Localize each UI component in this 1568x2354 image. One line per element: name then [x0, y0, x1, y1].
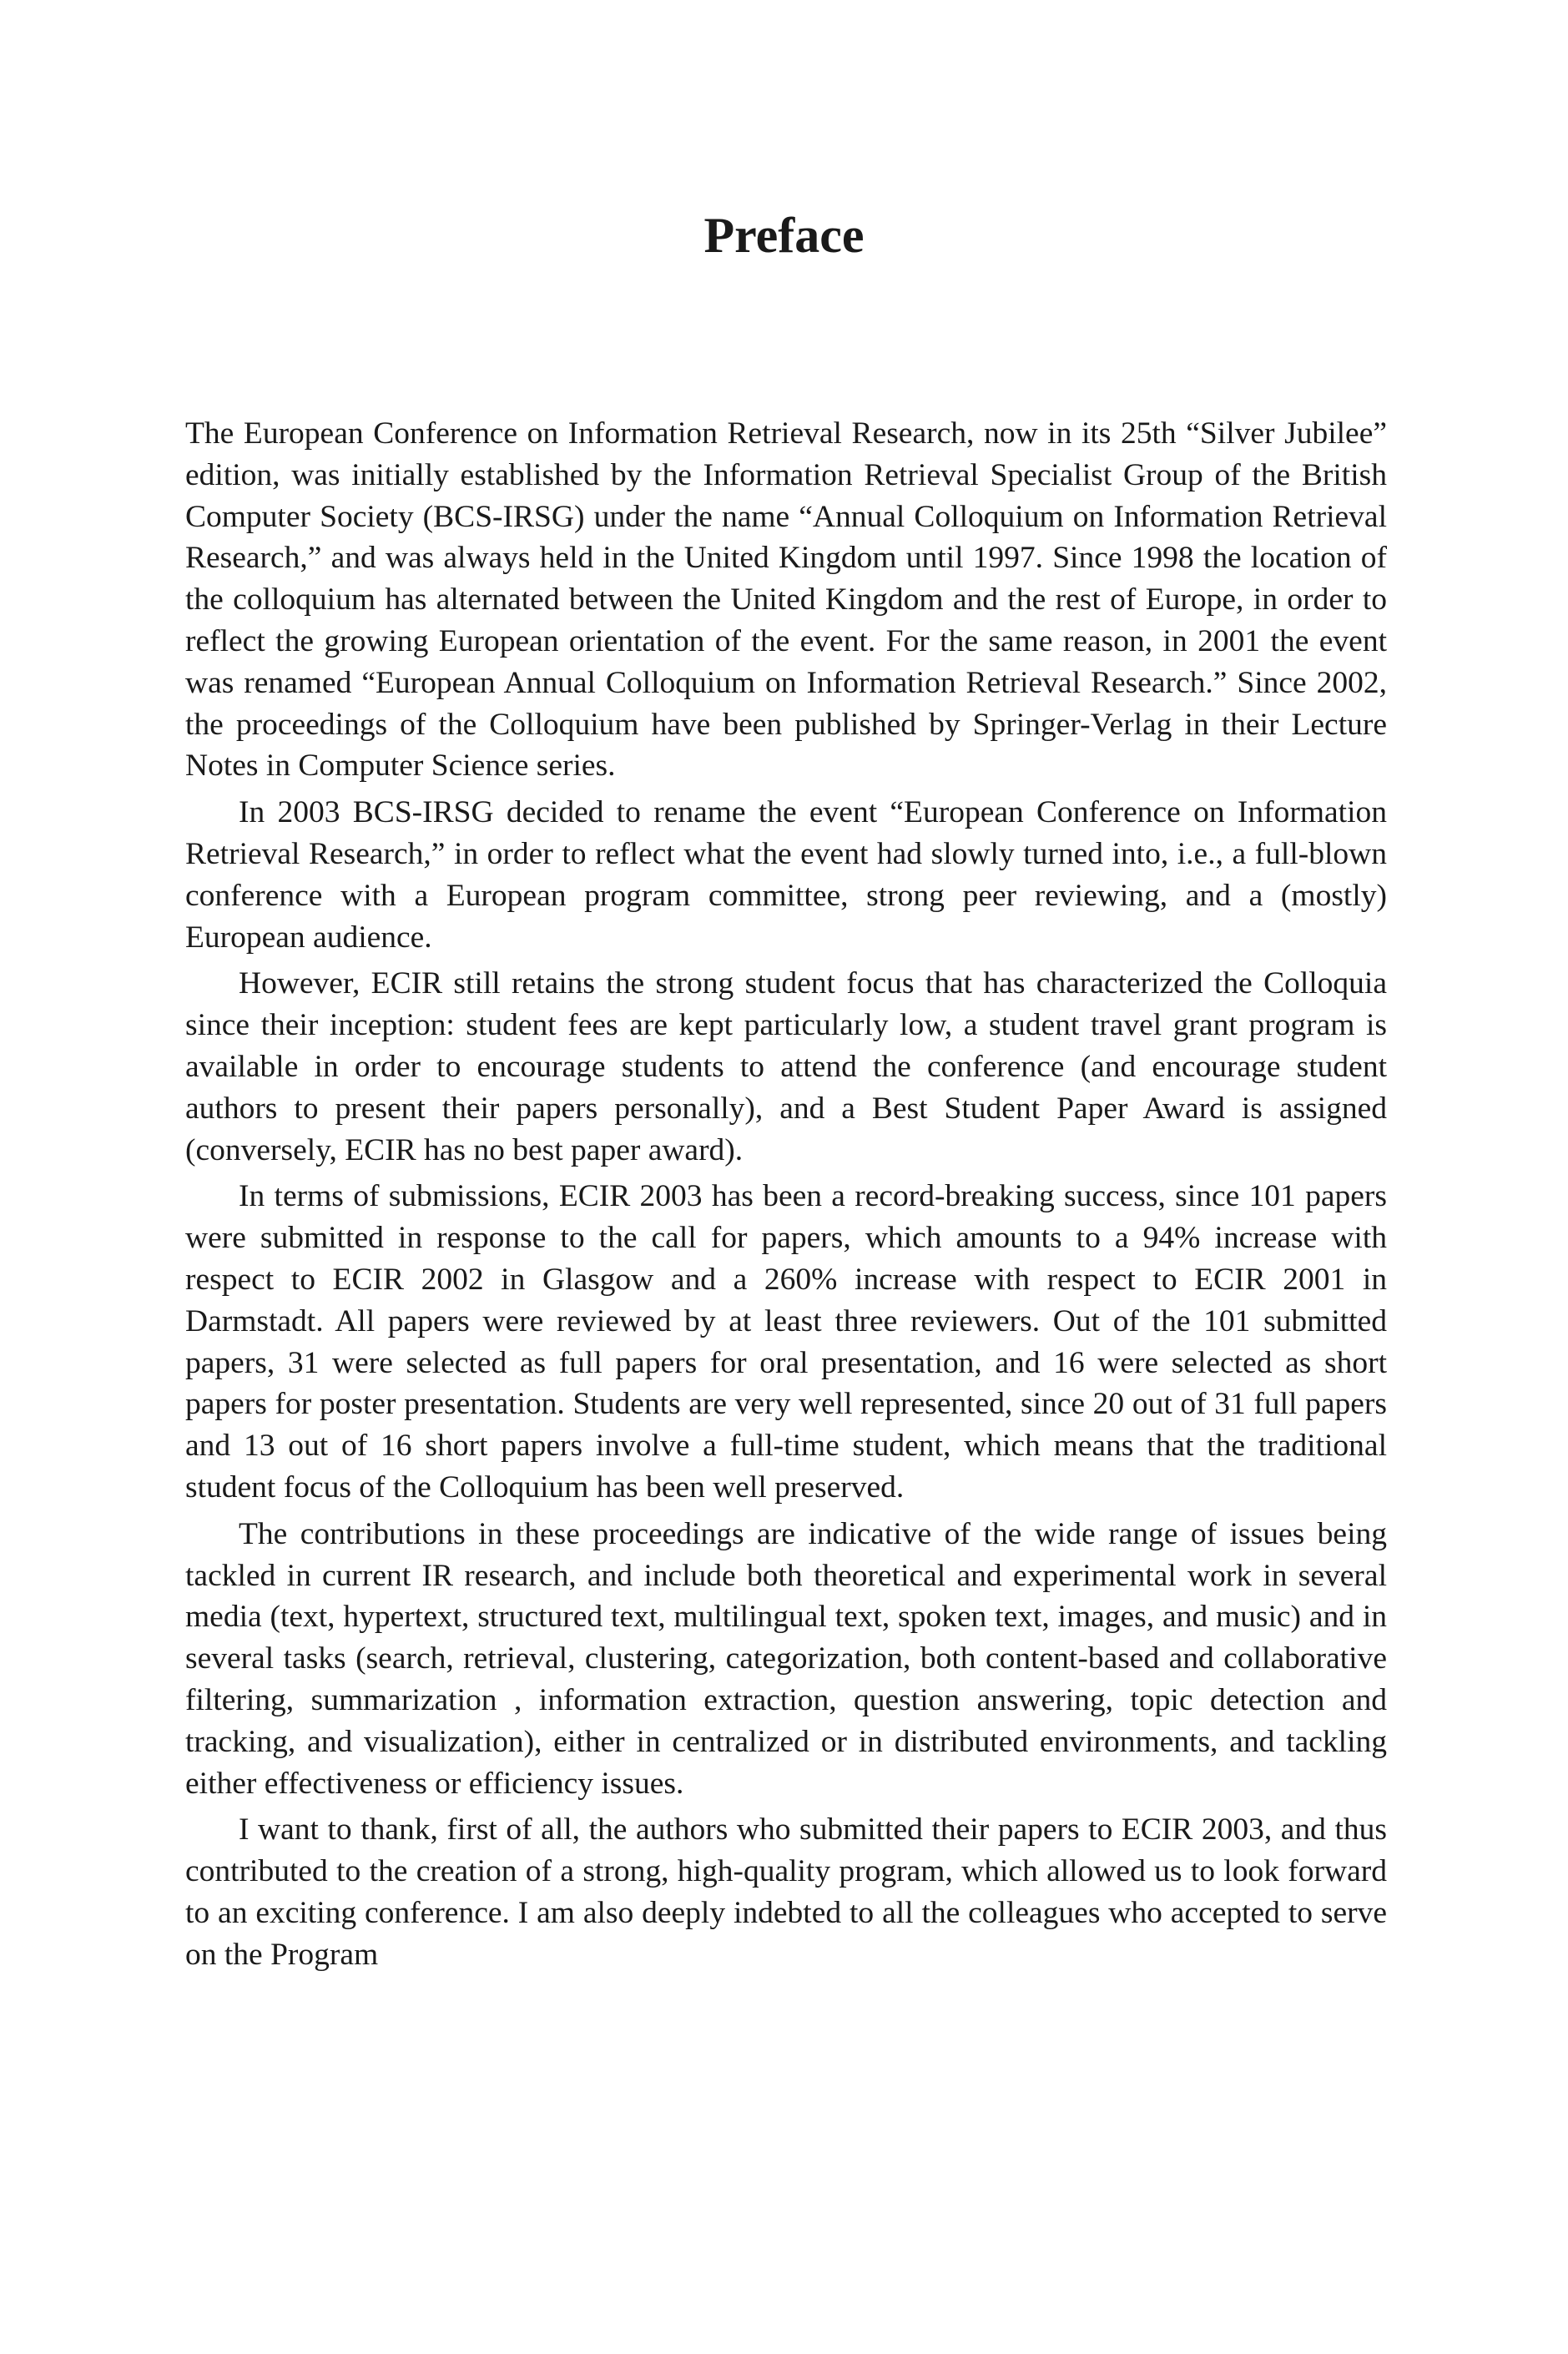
page-title: Preface [703, 208, 865, 263]
paragraph: However, ECIR still retains the strong student focus that has characterized the Colloquia since their inception: student fees are kept particularly low, a student travel grant program is available in order to encourage students to attend the conference (and encourage student authors to present their papers personally), and a Best Student Paper Award is assigned (conversely, ECIR has no best paper award). [185, 966, 1387, 1167]
paragraph: In 2003 BCS-IRSG decided to rename the event “European Conference on Information Retrieval Research,” in order to reflect what the event had slowly turned into, i.e., a full-blown conference with a European program committee, strong peer reviewing, and a (mostly) European audience. [185, 795, 1387, 955]
paragraph: The European Conference on Information Retrieval Research, now in its 25th “Silver Jubilee” edition, was initially established by the Information Retrieval Specialist Group of the British Computer Society (BCS-IRSG) under the name “Annual Colloquium on Information Retrieval Research,” and was always held in the United Kingdom until 1997. Since 1998 the location of the colloquium has alternated between the United Kingdom and the rest of Europe, in order to reflect the growing European orientation of the event. For the same reason, in 2001 the event was renamed “European Annual Colloquium on Information Retrieval Research.” Since 2002, the proceedings of the Colloquium have been published by Springer-Verlag in their Lecture Notes in Computer Science series. [185, 416, 1387, 784]
preface-body [185, 413, 1387, 1980]
paragraph: In terms of submissions, ECIR 2003 has been a record-breaking success, since 101 papers were submitted in response to the call for papers, which amounts to a 94% increase with respect to ECIR 2002 in Glasgow and a 260% increase with respect to ECIR 2001 in Darmstadt. All papers were reviewed by at least three reviewers. Out of the 101 submitted papers, 31 were selected as full papers for oral presentation, and 16 were selected as short papers for poster presentation. Students are very well represented, since 20 out of 31 full papers and 13 out of 16 short papers involve a full-time student, which means that the traditional student focus of the Colloquium has been well preserved. [185, 1179, 1387, 1505]
paragraph: The contributions in these proceedings are indicative of the wide range of issues being tackled in current IR research, and include both theoretical and experimental work in several media (text, hypertext, structured text, multilingual text, spoken text, images, and music) and in several tasks (search, retrieval, clustering, categorization, both content-based and collaborative filtering, summarization , information extraction, question answering, topic detection and tracking, and visualization), either in centralized or in distributed environments, and tackling either effectiveness or efficiency issues. [185, 1516, 1387, 1801]
paragraph: I want to thank, first of all, the authors who submitted their papers to ECIR 2003, and thus contributed to the creation of a strong, high-quality program, which allowed us to look forward to an exciting conference. I am also deeply indebted to all the colleagues who accepted to serve on the Program [185, 1812, 1387, 1972]
